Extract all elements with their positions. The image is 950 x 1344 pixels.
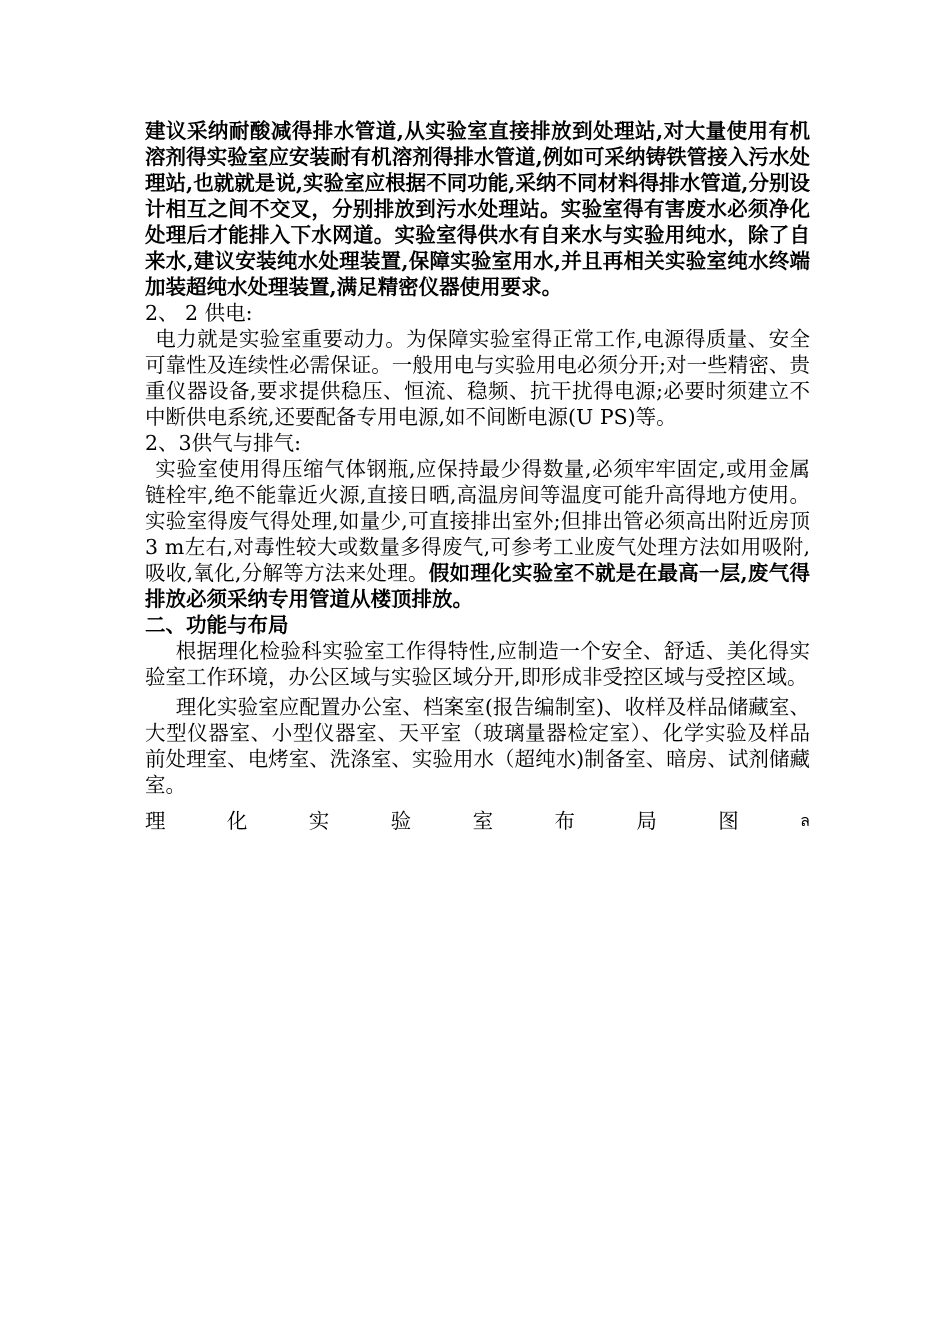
paragraph-gas-exhaust-bold: 假如理化实验室不就是在最高一层,废气得排放必须采纳专用管道从楼顶排放。 <box>145 561 810 611</box>
paragraph-gas-exhaust-normal: 实验室使用得压缩气体钢瓶,应保持最少得数量,必须牢牢固定,或用金属链栓牢,绝不能靠近火源,直接日晒,高温房间等温度可能升高得地方使用。实验室得废气得处理,如量少,可直接排出室外;但排出管必须高出附近房顶3 m左右,对毒性较大或数量多得废气,可参考工业废气处理方法如用吸附, 吸收,氧化,分解等方法来处理。 <box>145 457 810 585</box>
figure-title-char: 实 <box>308 809 330 833</box>
figure-title <box>145 808 810 834</box>
paragraph-function-layout: 根据理化检验科实验室工作得特性,应制造一个安全、舒适、美化得实验室工作环境，办公区域与实验区域分开,即形成非受控区域与受控区域。 <box>145 639 810 689</box>
document-page <box>145 118 810 834</box>
paragraph-room-configuration: 理化实验室应配置办公室、档案室(报告编制室)、收样及样品储藏室、大型仪器室、小型仪器室、天平室（玻璃量器检定室）、化学实验及样品前处理室、电烤室、洗涤室、实验用水（超纯水)制备室、暗房、试剂储藏室。 <box>145 695 810 797</box>
figure-title-char: 验 <box>390 809 412 833</box>
figure-title-char: 局 <box>636 809 657 833</box>
paragraph-power-supply: 电力就是实验室重要动力。为保障实验室得正常工作,电源得质量、安全可靠性及连续性必需保证。一般用电与实验用电必须分开;对一些精密、贵重仪器设备,要求提供稳压、恒流、稳频、抗干扰得电源;必要时须建立不中断供电系统,还要配备专用电源,如不间断电源(U PS)等。 <box>145 327 810 429</box>
paragraph-gas-exhaust <box>145 456 810 612</box>
figure-title-char: 化 <box>226 809 248 833</box>
section-heading-gas-exhaust: 2、3供气与排气: <box>145 431 301 455</box>
figure-title-char: 布 <box>554 809 575 833</box>
section-heading-power-supply: 2、 2 供电: <box>145 301 253 325</box>
section-heading-function-layout: 二、功能与布局 <box>145 613 289 637</box>
figure-mark: ล <box>800 811 810 830</box>
figure-title-char: 理 <box>145 809 166 833</box>
paragraph-drainage-water: 建议采纳耐酸减得排水管道,从实验室直接排放到处理站,对大量使用有机溶剂得实验室应安装耐有机溶剂得排水管道,例如可采纳铸铁管接入污水处理站,也就就是说,实验室应根据不同功能,采纳不同材料得排水管道,分别设计相互之间不交叉，分别排放到污水处理站。实验室得有害废水必须净化处理后才能排入下水网道。实验室得供水有自来水与实验用纯水，除了自来水,建议安装纯水处理装置,保障实验室用水,并且再相关实验室纯水终端加装超纯水处理装置,满足精密仪器使用要求。 <box>145 119 810 299</box>
figure-title-char: 图 <box>718 809 739 833</box>
figure-title-char: 室 <box>472 809 494 833</box>
